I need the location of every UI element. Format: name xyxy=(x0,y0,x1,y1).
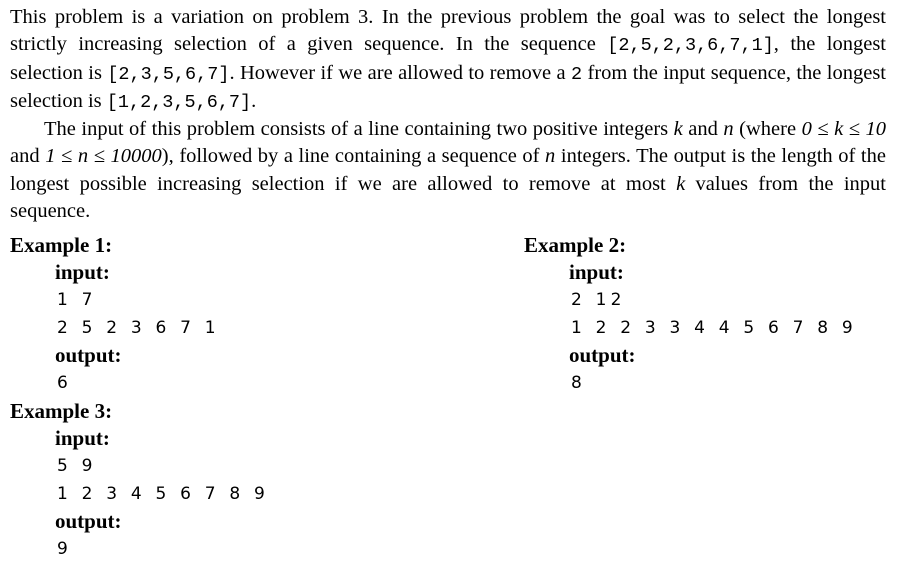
spec-text-4: and xyxy=(10,145,46,168)
input-label: input: xyxy=(55,260,110,284)
var-k: k xyxy=(673,118,683,141)
output-value: 9 xyxy=(57,539,73,559)
var-n: n xyxy=(723,118,734,141)
spec-text-6: integers. The output is the length of the longest possible increasing selection if we are allowed to remove at most xyxy=(10,145,886,195)
output-label: output: xyxy=(55,343,122,367)
spec-text-3: (where xyxy=(733,118,802,141)
intro-text-1: This problem is a variation on problem 3. In the previous problem the goal was to select the longest strictly increasing selection of a given sequence. In the sequence xyxy=(10,6,886,56)
range-k: 0 ≤ k ≤ 10 xyxy=(801,118,886,141)
intro-text-5: . xyxy=(251,89,257,112)
input-line: 1 2 2 3 3 4 4 5 6 7 8 9 xyxy=(571,318,857,338)
longest-selection: [2,3,5,6,7] xyxy=(107,63,230,85)
example-title: Example 3: xyxy=(10,399,113,423)
input-label: input: xyxy=(569,260,624,284)
var-k-2: k xyxy=(676,172,686,195)
problem-statement xyxy=(10,4,886,225)
range-n: 1 ≤ n ≤ 10000 xyxy=(45,145,162,168)
input-line: 2 5 2 3 6 7 1 xyxy=(57,318,220,338)
input-line: 2 12 xyxy=(571,290,626,310)
intro-text-4: from the input sequence, the longest selection is xyxy=(10,61,886,112)
output-value: 6 xyxy=(57,373,73,393)
sequence-example: [2,5,2,3,6,7,1] xyxy=(607,35,774,57)
longest-selection-after-removal: [1,2,3,5,6,7] xyxy=(106,91,252,113)
output-value: 8 xyxy=(571,373,587,393)
var-n-2: n xyxy=(545,145,556,168)
spec-text-5: ), followed by a line containing a sequence of xyxy=(161,145,546,168)
intro-text-2: , the longest selection is xyxy=(10,33,886,84)
input-line: 1 7 xyxy=(57,290,97,310)
output-label: output: xyxy=(55,509,122,533)
example-title: Example 1: xyxy=(10,233,113,257)
input-spec-paragraph xyxy=(10,116,886,225)
intro-text-3: . However if we are allowed to remove a xyxy=(229,61,572,84)
example-title: Example 2: xyxy=(524,233,627,257)
spec-text-1: The input of this problem consists of a line containing two positive integers xyxy=(44,118,674,141)
input-line: 5 9 xyxy=(57,456,97,476)
output-label: output: xyxy=(569,343,636,367)
intro-paragraph xyxy=(10,4,886,116)
input-label: input: xyxy=(55,426,110,450)
example-3 xyxy=(10,398,430,563)
example-2 xyxy=(524,232,919,397)
spec-text-2: and xyxy=(682,118,724,141)
input-line: 1 2 3 4 5 6 7 8 9 xyxy=(57,484,269,504)
example-1 xyxy=(10,232,430,397)
spec-text-7: values from the input sequence. xyxy=(10,172,886,223)
removed-value: 2 xyxy=(571,63,583,85)
